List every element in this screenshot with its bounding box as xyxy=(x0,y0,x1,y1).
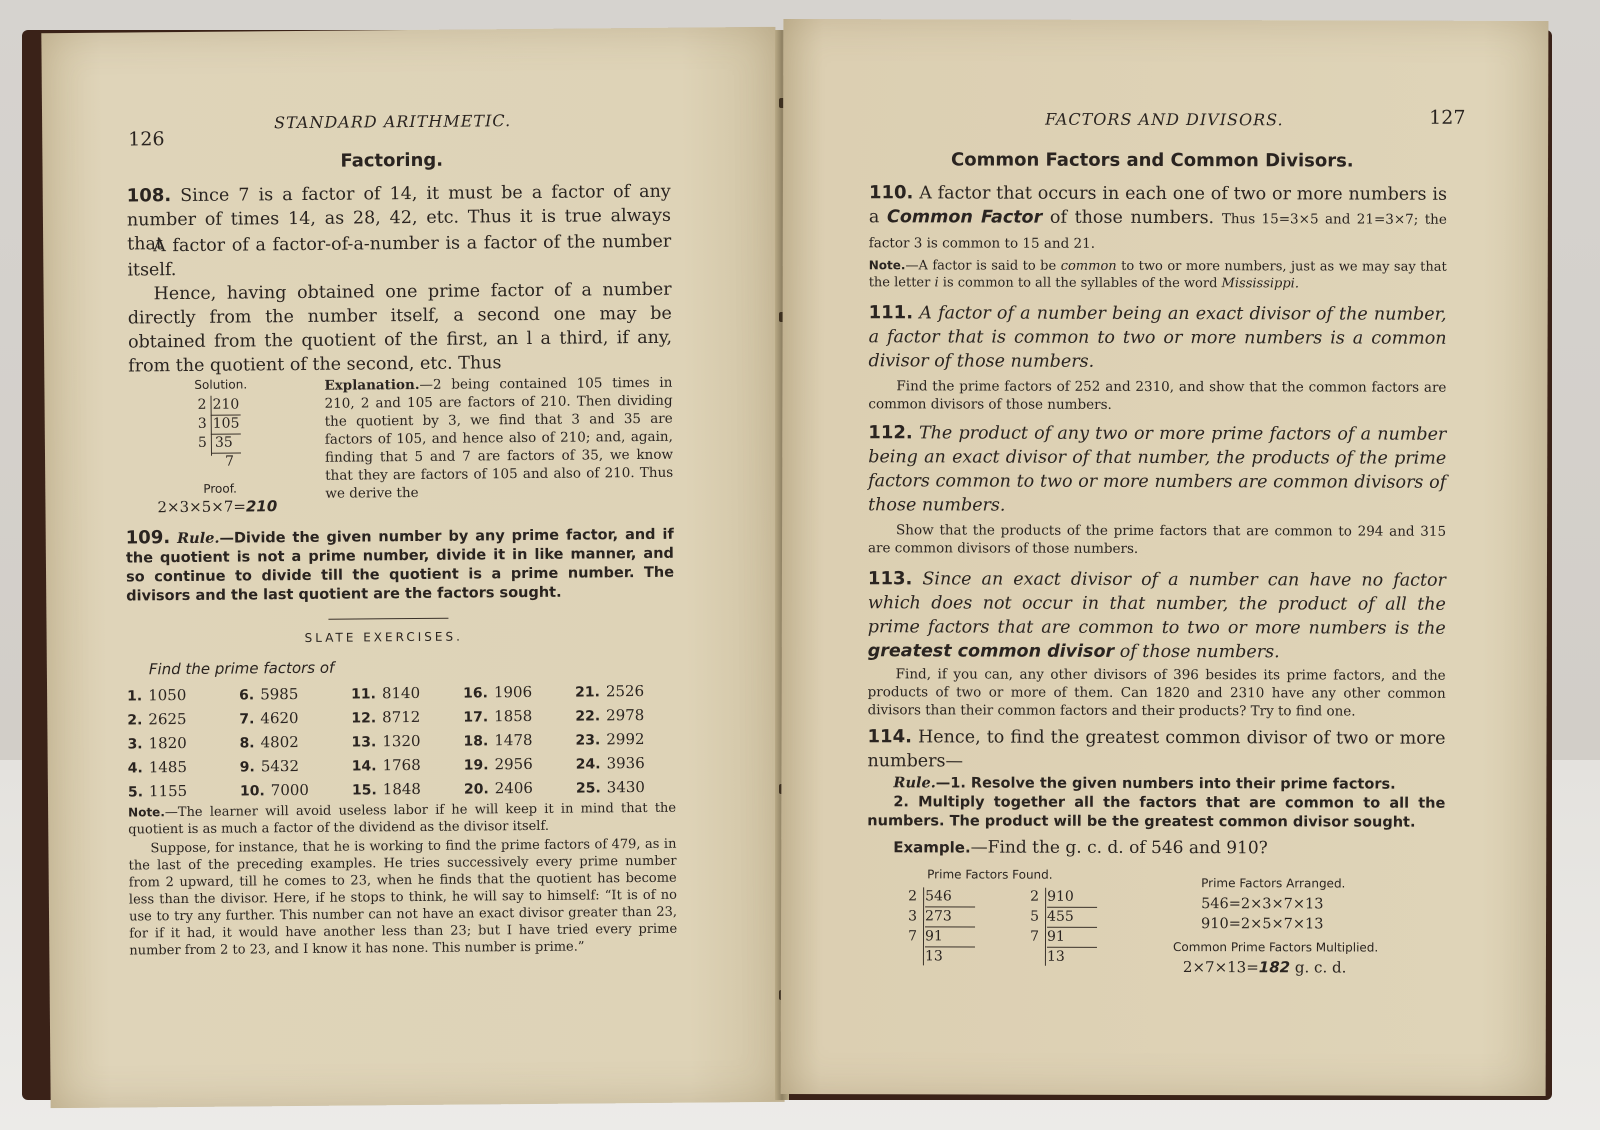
exercise-111: Find the prime factors of 252 and 2310, and show that the common factors are common divisors of those numbers. xyxy=(868,378,1447,413)
exercise-item: 25. 3430 xyxy=(575,777,646,797)
exercise-item: 18. 1478 xyxy=(463,730,533,750)
exercise-item: 17. 1858 xyxy=(463,706,533,726)
exercise-item: 8. 4802 xyxy=(239,733,299,752)
exercises-instruction: Find the prime factors of xyxy=(148,658,335,679)
paragraph-114: 114. Hence, to find the greatest common divisor of two or more numbers— xyxy=(867,726,1446,772)
section-title: Factoring. xyxy=(340,149,444,172)
rule-114: Rule.—1. Resolve the given numbers into their prime factors. 2. Multiply together all the factors that are common to all the numbers. The product will be the greatest common divisor sought. xyxy=(867,774,1446,831)
page-number: 127 xyxy=(1429,106,1466,129)
division-row: 7 91 xyxy=(903,927,975,947)
exercise-item: 13. 1320 xyxy=(351,731,421,751)
arranged-546: 546=2×3×7×13 xyxy=(1201,896,1324,913)
exercise-item: 22. 2978 xyxy=(575,705,645,725)
arranged-910: 910=2×5×7×13 xyxy=(1201,916,1324,933)
principle-statement: A factor of a factor-of-a-number is a factor of the number itself. xyxy=(127,231,672,281)
division-row: 3 105 xyxy=(197,415,240,432)
division-row: 5 455 xyxy=(1025,908,1097,928)
solution-label: Solution. xyxy=(194,377,248,392)
note: Note.—The learner will avoid useless labor if he will keep it in mind that the quotient is as much a factor of the dividend as the divisor itself. xyxy=(128,800,677,838)
exercise-item: 3. 1820 xyxy=(127,733,187,753)
division-row: 13 xyxy=(1046,948,1065,965)
exercise-item: 5. 1155 xyxy=(127,781,188,801)
division-row: 2 910 xyxy=(1025,888,1097,908)
exercise-item: 2. 2625 xyxy=(127,709,187,729)
paragraph-113: 113. Since an exact divisor of a number can have no factor which does not occur in that number, the product of all the prime factors that are common to two or more numbers is the greatest common divisor of those numbers. xyxy=(867,568,1446,663)
exercise-item: 14. 1768 xyxy=(351,755,421,775)
division-row: 7 91 xyxy=(1025,928,1097,948)
exercise-item: 9. 5432 xyxy=(239,757,300,776)
exercise-item: 16. 1906 xyxy=(463,682,533,702)
exercise-item: 12. 8712 xyxy=(351,707,421,727)
section-title: Common Factors and Common Divisors. xyxy=(951,149,1354,172)
note-continuation: Suppose, for instance, that he is working to find the prime factors of 479, as in the last of the preceding examples. He tries successively every prime number from 2 upward, till he comes to 23, when he finds that the quotient has become less than the divisor. Here, if he stops to think, he will say to himself: “It is of no use to try any further. This number can not have an exact divisor greater than 23, for if it had, it would have another less than 23; but I have tried every prime number from 2 to 23, and I know it has none. This number is prime.” xyxy=(128,836,678,959)
explanation: Explanation.—2 being contained 105 times in 210, 2 and 105 are factors of 210. Then dividing the quotient by 3, we find that 3 and 35 are factors of 105, and hence also of 210; and, again, finding that 5 and 7 are factors of 35, we know that they are factors of 105 and also of 210. Thus we derive the xyxy=(324,374,674,502)
running-header: STANDARD ARITHMETIC. xyxy=(274,111,512,133)
division-row: 7 xyxy=(224,453,235,470)
multiplied-heading: Common Prime Factors Multiplied. xyxy=(1172,940,1379,955)
paragraph-110: 110. A factor that occurs in each one of two or more numbers is a Common Factor of those numbers. Thus 15=3×5 and 21=3×7; the factor 3 is common to 15 and 21. xyxy=(868,182,1447,252)
exercise-112: Show that the products of the prime factors that are common to 294 and 315 are common divisors of those numbers. xyxy=(868,522,1447,557)
division-row: 3 273 xyxy=(903,907,975,927)
exercise-113: Find, if you can, any other divisors of 396 besides its prime factors, and the products of two or more of them. Can 1820 and 2310 have any other common divisors than their common factors and their products? Try to find one. xyxy=(867,666,1446,720)
proof-label: Proof. xyxy=(203,481,237,496)
division-row: 5 35 xyxy=(197,434,233,451)
example-heading: Example.—Find the g. c. d. of 546 and 910? xyxy=(893,837,1268,859)
division-row: 2 210 xyxy=(197,396,240,413)
note-110: Note.—A factor is said to be common to two or more numbers, just as we may say that the letter i is common to all the syllables of the word Mississippi. xyxy=(868,258,1447,292)
exercise-item: 23. 2992 xyxy=(575,729,645,749)
exercise-item: 1. 1050 xyxy=(127,685,187,705)
exercise-item: 10. 7000 xyxy=(239,780,310,800)
division-546 xyxy=(903,887,975,966)
gcd-result: 2×7×13=182 g. c. d. xyxy=(1182,958,1347,977)
factors-found-heading: Prime Factors Found. xyxy=(927,867,1053,882)
exercise-grid xyxy=(127,682,688,801)
paragraph-112: 112. The product of any two or more prime factors of a number being an exact divisor of that number, the products of the prime factors common to two or more numbers are common divisors of those numbers. xyxy=(868,422,1447,516)
right-page xyxy=(781,19,1549,1096)
rule-109: 109. Rule.—Divide the given number by any prime factor, and if the quotient is not a prime number, divide it in like manner, and so continue to divide till the quotient is a prime number. The divisors and the last quotient are the factors sought. xyxy=(125,526,675,605)
exercise-item: 24. 3936 xyxy=(575,753,645,773)
exercise-item: 21. 2526 xyxy=(575,681,645,701)
paragraph-text: Hence, having obtained one prime factor of a number directly from the number itself, a second one may be obtained from the quotient of the first, an l a third, if any, from the quotient of the second, etc. Thus xyxy=(127,279,673,377)
factors-arranged-heading: Prime Factors Arranged. xyxy=(1201,876,1346,891)
left-page xyxy=(41,27,784,1108)
exercise-item: 20. 2406 xyxy=(463,778,534,798)
page-number: 126 xyxy=(128,128,165,151)
exercise-item: 19. 2956 xyxy=(463,754,533,774)
division-910 xyxy=(1025,888,1097,967)
exercise-item: 6. 5985 xyxy=(239,685,299,704)
running-header: FACTORS AND DIVISORS. xyxy=(1045,109,1284,130)
paragraph-111: 111. A factor of a number being an exact divisor of the number, a factor that is common to two or more numbers is a common divisor of those numbers. xyxy=(868,302,1447,372)
paragraph-text: Since 7 is a factor of 14, it must be a factor of any number of times 14, as 28, 42, etc. Thus it is true always that xyxy=(126,181,672,255)
section-number: 108. xyxy=(126,185,172,207)
division-row: 2 546 xyxy=(903,887,975,907)
proof-equation: 2×3×5×7=210 xyxy=(157,497,278,517)
exercise-item: 7. 4620 xyxy=(239,709,299,728)
exercises-heading: SLATE EXERCISES. xyxy=(304,629,463,645)
division-row: 13 xyxy=(924,948,943,965)
exercise-item: 15. 1848 xyxy=(351,779,422,799)
exercise-item: 4. 1485 xyxy=(127,757,188,777)
exercise-item: 11. 8140 xyxy=(351,683,421,703)
